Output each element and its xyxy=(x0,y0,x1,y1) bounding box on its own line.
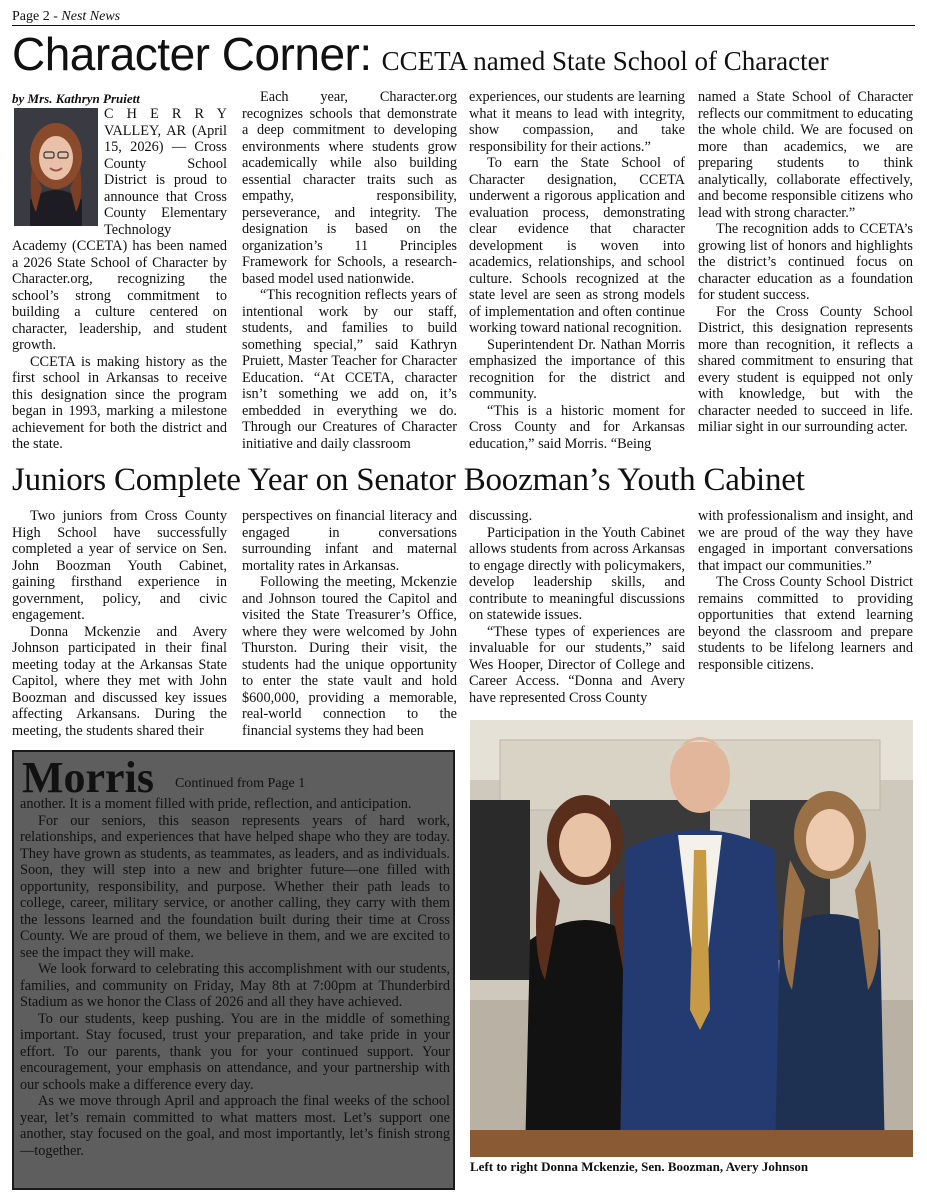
article1-column-4 xyxy=(698,89,913,456)
article1-paragraph: Superintendent Dr. Nathan Morris emphasized the importance of this recognition for the district and community. xyxy=(469,336,685,402)
article2-paragraph: “These types of experiences are invaluable for our students,” said Wes Hooper, Director of College and Career Access. “Donna and Avery have represented Cross County xyxy=(469,623,685,706)
morris-paragraph: As we move through April and approach the final weeks of the school year, let’s remain committed to what matters most. Let’s support one another, stay focused on the goal, and most importantly, let’s finish strong—together. xyxy=(20,1093,450,1159)
photo-float-spacer xyxy=(12,106,104,230)
article1-paragraph: “This is a historic moment for Cross County and for Arkansas education,” said Morris. “Being xyxy=(469,402,685,452)
article1-column-1 xyxy=(12,106,227,456)
article2-column-3 xyxy=(469,508,685,713)
article1-column-3 xyxy=(469,89,685,456)
article1-subtitle: CCETA named State School of Character xyxy=(381,46,829,76)
article2-paragraph: perspectives on financial literacy and engaged in conversations surrounding infant and maternal mortality rates in Arkansas. xyxy=(242,508,457,574)
article2-paragraph: Following the meeting, Mckenzie and Johnson toured the Capitol and visited the State Treasurer’s Office, where they were welcomed by John Thurston. During their visit, the students had the unique opportunity to enter the state vault and hold $600,000, providing a memorable, real-world connection to the financial systems they had been xyxy=(242,574,457,739)
article2-column-2 xyxy=(242,508,457,743)
morris-paragraph: another. It is a moment filled with pride, reflection, and anticipation. xyxy=(20,796,412,812)
page-header xyxy=(12,9,120,25)
article2-paragraph: Participation in the Youth Cabinet allows students from across Arkansas to engage directly with policymakers, develop leadership skills, and contribute to meaningful discussions on statewide issues. xyxy=(469,524,685,623)
article1-paragraph: Each year, Character.org recognizes schools that demonstrate a deep commitment to developing environments where students grow academically while also building essential character traits such as empathy, responsibility, perseverance, and integrity. The designation is based on the organization’s 11 Principles Framework for Schools, a research-based model used nationwide. xyxy=(242,89,457,287)
morris-paragraph: To our students, keep pushing. You are in the middle of something important. Stay focused, trust your preparation, and take pride in your effort. To our parents, thank you for your continued support. Your encouragement, your emphasis on attendance, and your partnership with our schools make a difference every day. xyxy=(20,1010,450,1093)
page-number: Page 2 - xyxy=(12,9,62,24)
article2-paragraph: The Cross County School District remains committed to providing opportunities that extend learning beyond the classroom and prepare students to be lifelong learners and responsible citizens. xyxy=(698,574,913,673)
article1-paragraph: For the Cross County School District, this designation represents more than recognition, it reflects a shared commitment to ensuring that every student is equipped not only with knowledge, but with the character needed to succeed in life. miliar sight in our surrounding acter. xyxy=(698,303,913,435)
byline: by Mrs. Kathryn Pruiett xyxy=(12,91,140,106)
article2-paragraph: Donna Mckenzie and Avery Johnson participated in their final meeting today at the Arkansas State Capitol, where they met with John Boozman and discussed key issues affecting Arkansans. During the meeting, the students shared their xyxy=(12,623,227,739)
morris-body xyxy=(20,796,450,1159)
article2-column-4 xyxy=(698,508,913,713)
article2-column-1 xyxy=(12,508,227,743)
youth-cabinet-photo xyxy=(470,720,913,1157)
article2-paragraph: discussing. xyxy=(469,508,533,524)
article1-paragraph: The recognition adds to CCETA’s growing list of honors and highlights the district’s continued focus on character education as a foundation for student success. xyxy=(698,221,913,303)
morris-paragraph: We look forward to celebrating this accomplishment with our students, families, and community on Friday, May 8th at 7:00pm at Thunderbird Stadium as we honor the Class of 2026 and all they have achieved. xyxy=(20,961,450,1010)
continued-from-label: Continued from Page 1 xyxy=(175,776,306,791)
paper-name: Nest News xyxy=(61,9,121,24)
article1-paragraph: To earn the State School of Character designation, CCETA underwent a rigorous application and evaluation process, demonstrating clear evidence that character development is woven into academics, relationships, and school culture. Schools recognized at the state level are seen as strong models of implementation and often continue working toward national recognition. xyxy=(469,155,685,336)
article1-headline xyxy=(12,27,829,81)
article1-paragraph: experiences, our students are learning what it means to lead with integrity, show compassion, and take responsibility for their actions.” xyxy=(469,89,685,155)
article2-paragraph: Two juniors from Cross County High School have successfully completed a year of service on Sen. John Boozman Youth Cabinet, gaining firsthand experience in government, policy, and civic engagement. xyxy=(12,508,227,623)
header-rule xyxy=(12,25,915,26)
morris-paragraph: For our seniors, this season represents years of hard work, relationships, and experiences that have helped shape who they are today. They have grown as students, as teammates, as leaders, and as individuals. Soon, they will step into a new and brighter future—one filled with opportunity, responsibility, and purpose. Whether their path leads to college, career, military service, or another calling, they carry with them the lessons learned and the foundation built during their time at Cross County. We are proud of them, we believe in them, and we are excited to see the impact they will make. xyxy=(20,812,450,961)
article1-paragraph: “This recognition reflects years of intentional work by our staff, students, and families to build something special,” said Kathryn Pruiett, Master Teacher for Character Education. “At CCETA, character isn’t something we add on, it’s embedded in everything we do. Through our Creatures of Character initiative and daily classroom xyxy=(242,287,457,452)
article1-title: Character Corner: xyxy=(12,28,372,80)
article1-dateline-paragraph: C H E R R Y VALLEY, AR (April 15, 2026) — Cross County School District is proud to announce that Cross County Elementary Technology Academy (CCETA) has been named a 2026 State School of Character by Character.org, recognizing the school’s strong commitment to building a culture centered on character, leadership, and student growth. xyxy=(12,106,227,353)
article1-paragraph: named a State School of Character reflects our commitment to educating the whole child. We are focused on more than academics, we are preparing students to think analytically, collaborate effectively, and become responsible citizens who lead with strong character.” xyxy=(698,89,913,221)
morris-title: Morris xyxy=(22,753,154,802)
article2-paragraph: with professionalism and insight, and we are proud of the way they have engaged in important conversations that impact our communities.” xyxy=(698,508,913,574)
article1-paragraph: CCETA is making history as the first school in Arkansas to receive this designation since the program began in 1993, marking a milestone achievement for both the district and the state. xyxy=(12,353,227,452)
article2-title: Juniors Complete Year on Senator Boozman’s Youth Cabinet xyxy=(12,462,805,498)
photo-caption: Left to right Donna Mckenzie, Sen. Boozman, Avery Johnson xyxy=(470,1159,809,1174)
article1-column-2 xyxy=(242,89,457,456)
